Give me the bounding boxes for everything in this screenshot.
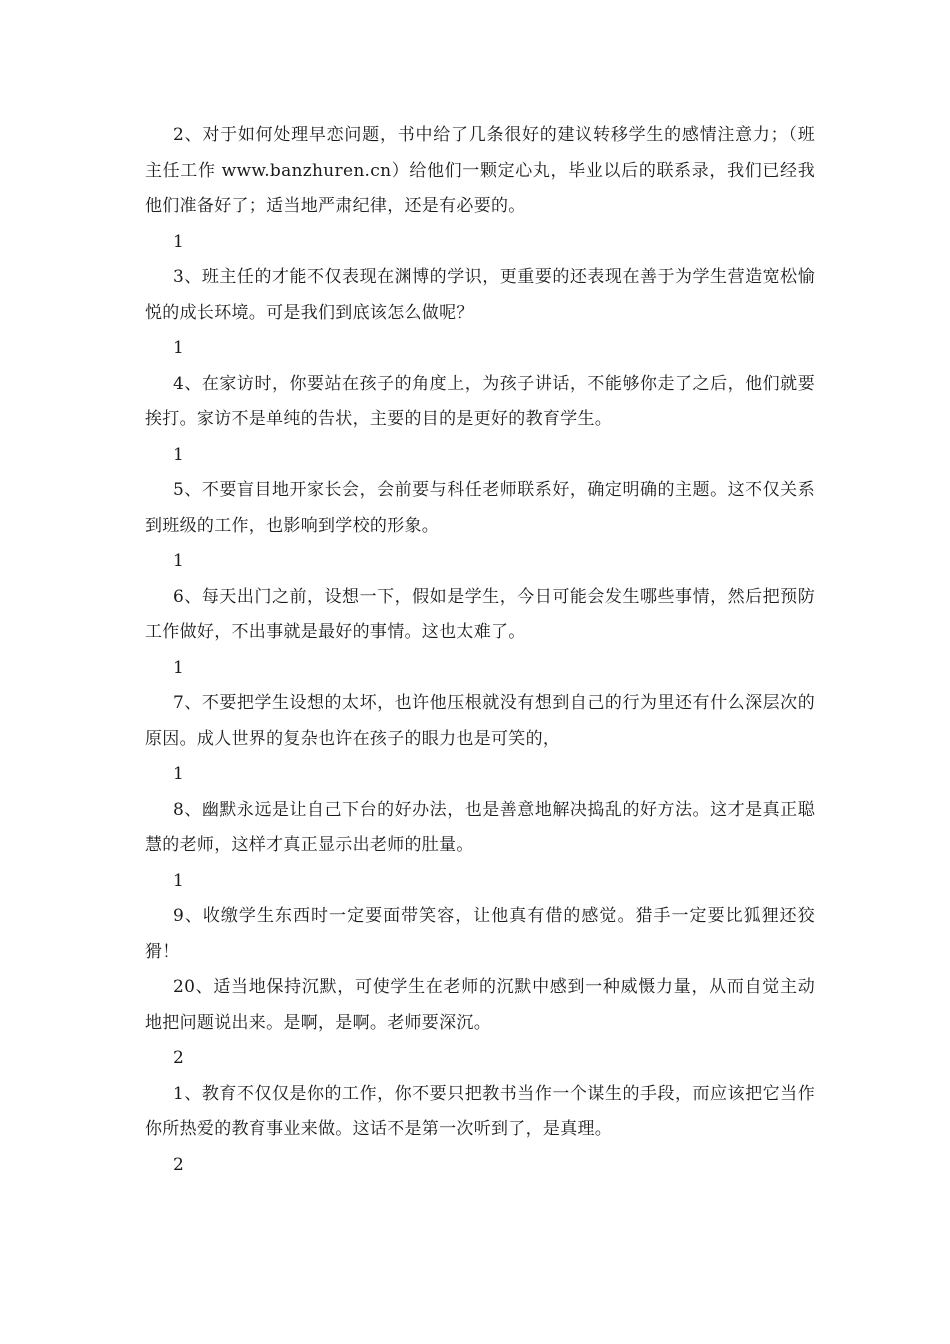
- page-marker: 2: [173, 1048, 185, 1068]
- paragraph-tip-8: 8、幽默永远是让自己下台的好办法，也是善意地解决捣乱的好方法。这才是真正聪慧的老师，这样才真正显示出老师的肚量。: [145, 799, 815, 855]
- paragraph-tip-3: 3、班主任的才能不仅表现在渊博的学识，更重要的还表现在善于为学生营造宽松愉悦的成长环境。可是我们到底该怎么做呢？: [145, 267, 815, 323]
- paragraph-tip-9: 9、收缴学生东西时一定要面带笑容，让他真有借的感觉。猎手一定要比狐狸还狡猾！: [145, 906, 815, 962]
- paragraph-tip-20: 20、适当地保持沉默，可使学生在老师的沉默中感到一种威慑力量，从而自觉主动地把问题说出来。是啊，是啊。老师要深沉。: [145, 977, 815, 1033]
- paragraph-tip-7: 7、不要把学生设想的太坏，也许他压根就没有想到自己的行为里还有什么深层次的原因。成人世界的复杂也许在孩子的眼力也是可笑的，: [145, 693, 815, 749]
- paragraph-tip-1: 1、教育不仅仅是你的工作，你不要只把教书当作一个谋生的手段，而应该把它当作你所热爱的教育事业来做。这话不是第一次听到了，是真理。: [145, 1083, 815, 1139]
- paragraph-tip-4: 4、在家访时，你要站在孩子的角度上，为孩子讲话，不能够你走了之后，他们就要挨打。家访不是单纯的告状，主要的目的是更好的教育学生。: [145, 373, 815, 429]
- page-marker: 1: [173, 338, 185, 358]
- paragraph-tip-2: 2、对于如何处理早恋问题，书中给了几条很好的建议转移学生的感情注意力；（班主任工作 www.banzhuren.cn）给他们一颗定心丸，毕业以后的联系录，我们已经我他们准备好了；适当地严肃纪律，还是有必要的。: [145, 125, 815, 216]
- paragraph-tip-5: 5、不要盲目地开家长会，会前要与科任老师联系好，确定明确的主题。这不仅关系到班级的工作，也影响到学校的形象。: [145, 480, 815, 536]
- page-marker: 1: [173, 764, 185, 784]
- page-marker: 1: [173, 870, 185, 891]
- page-marker: 1: [173, 231, 185, 252]
- paragraph-tip-6: 6、每天出门之前，设想一下，假如是学生，今日可能会发生哪些事情，然后把预防工作做好，不出事就是最好的事情。这也太难了。: [145, 586, 815, 642]
- page-marker: 1: [173, 551, 185, 571]
- page-marker: 1: [173, 444, 185, 465]
- page-marker: 2: [173, 1154, 185, 1175]
- document-body: [145, 118, 815, 1183]
- page-marker: 1: [173, 657, 185, 678]
